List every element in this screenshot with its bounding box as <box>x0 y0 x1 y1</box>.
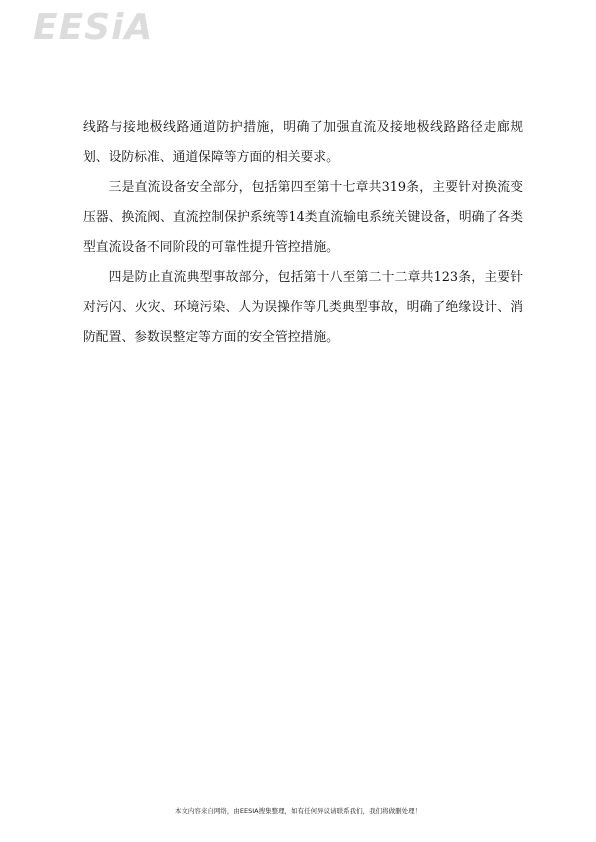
footer-disclaimer: 本文内容来自网络，由EESIA搜集整理，如有任何异议请联系我们，我们将做删处理！ <box>174 807 422 815</box>
paragraph-dc-equipment-safety: 三是直流设备安全部分，包括第四至第十七章共319条，主要针对换流变压器、换流阀、直流控制保护系统等14类直流输电系统关键设备，明确了各类型直流设备不同阶段的可靠性提升管控措施。 <box>83 180 523 255</box>
eesia-logo: EESiA <box>33 7 154 48</box>
paragraph-dc-accident-prevention: 四是防止直流典型事故部分，包括第十八至第二十二章共123条，主要针对污闪、火灾、环境污染、人为误操作等几类典型事故，明确了绝缘设计、消防配置、参数误整定等方面的安全管控措施。 <box>83 270 523 345</box>
paragraph-continuation: 线路与接地极线路通道防护措施，明确了加强直流及接地极线路路径走廊规划、设防标准、通道保障等方面的相关要求。 <box>83 120 523 165</box>
document-body <box>83 113 523 353</box>
